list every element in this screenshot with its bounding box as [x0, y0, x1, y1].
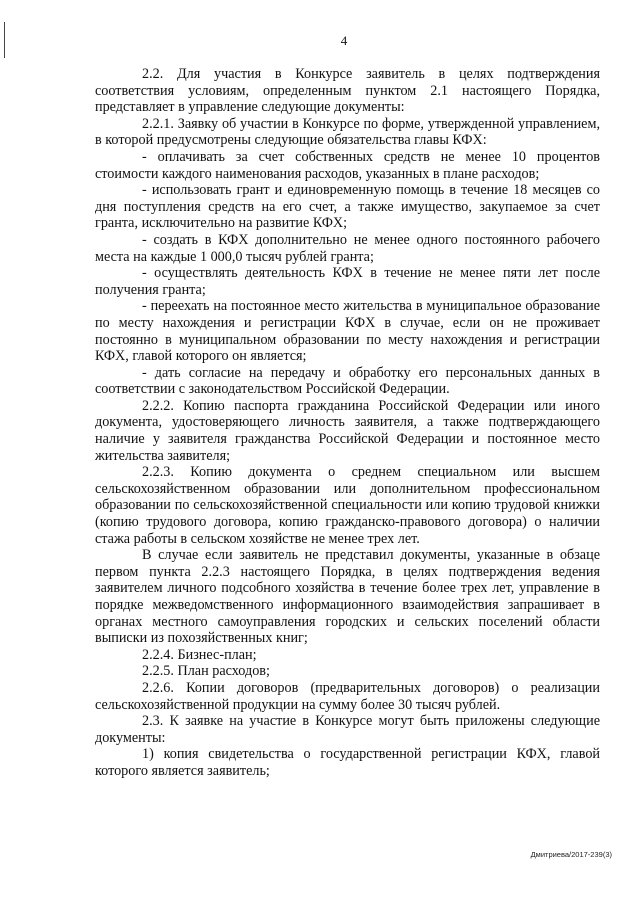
list-item-obligation: - переехать на постоянное место жительства в муниципальное образование по месту нахождения и регистрации КФХ в случае, если он не проживает постоянно в муниципальном образовании по месту нахождения и регистрации КФХ, главой которого он является; — [95, 298, 600, 365]
list-item-obligation: - создать в КФХ дополнительно не менее одного постоянного рабочего места на каждые 1 000,0 тысяч рублей гранта; — [95, 231, 600, 265]
list-item-obligation: - осуществлять деятельность КФХ в течение не менее пяти лет после получения гранта; — [95, 265, 600, 298]
list-item-obligation: - дать согласие на передачу и обработку его персональных данных в соответствии с законодательством Российской Федерации. — [95, 364, 600, 398]
paragraph-2-2-5: 2.2.5. План расходов; — [142, 663, 270, 680]
scan-margin-line — [4, 22, 5, 58]
paragraph-2-2-4: 2.2.4. Бизнес-план; — [142, 646, 257, 663]
paragraph-2-2-2: 2.2.2. Копию паспорта гражданина Российской Федерации или иного документа, удостоверяющего личность заявителя, а также подтверждающего наличие у заявителя гражданства Российской Федерации и постоянное место жительства заявителя; — [95, 397, 600, 464]
list-item-obligation: - оплачивать за счет собственных средств не менее 10 процентов стоимости каждого наименования расходов, указанных в плане расходов; — [95, 148, 600, 182]
list-item-obligation: - использовать грант и единовременную помощь в течение 18 месяцев со дня поступления средств на его счет, а также имущество, закупаемое за счет гранта, исключительно на развитие КФХ; — [95, 182, 600, 232]
document-body — [95, 66, 600, 780]
paragraph-2-3: 2.3. К заявке на участие в Конкурсе могут быть приложены следующие документы: — [95, 713, 600, 746]
paragraph-case-note: В случае если заявитель не представил документы, указанные в обзаце первом пункта 2.2.3 настоящего Порядка, в целях подтверждения ведения заявителем личного подсобного хозяйства в течение более трех лет, управление в порядке межведомственного информационного взаимодействия запрашивает в органах местного самоуправления городских и сельских поселений области выписки из похозяйственных книг; — [95, 547, 600, 647]
paragraph-2-2-3: 2.2.3. Копию документа о среднем специальном или высшем сельскохозяйственном образовании или дополнительном профессиональном образовании по сельскохозяйственной специальности или копию трудовой книжки (копию трудового договора, копию гражданско-правового договора) о наличии стажа работы в сельском хозяйстве не менее трех лет. — [95, 464, 600, 547]
list-item-attachment: 1) копия свидетельства о государственной регистрации КФХ, главой которого является заявитель; — [95, 746, 600, 779]
page-number: 4 — [340, 33, 348, 48]
paragraph-2-2: 2.2. Для участия в Конкурсе заявитель в целях подтверждения соответствия условиям, определенным пунктом 2.1 настоящего Порядка, представляет в управление следующие документы: — [95, 66, 600, 116]
footer-reference: Дмитриева/2017-239(3) — [530, 850, 612, 859]
paragraph-2-2-1: 2.2.1. Заявку об участии в Конкурсе по форме, утвержденной управлением, в которой предусмотрены следующие обязательства главы КФХ: — [95, 115, 600, 149]
paragraph-2-2-6: 2.2.6. Копии договоров (предварительных договоров) о реализации сельскохозяйственной продукции на сумму более 30 тысяч рублей. — [95, 679, 600, 713]
